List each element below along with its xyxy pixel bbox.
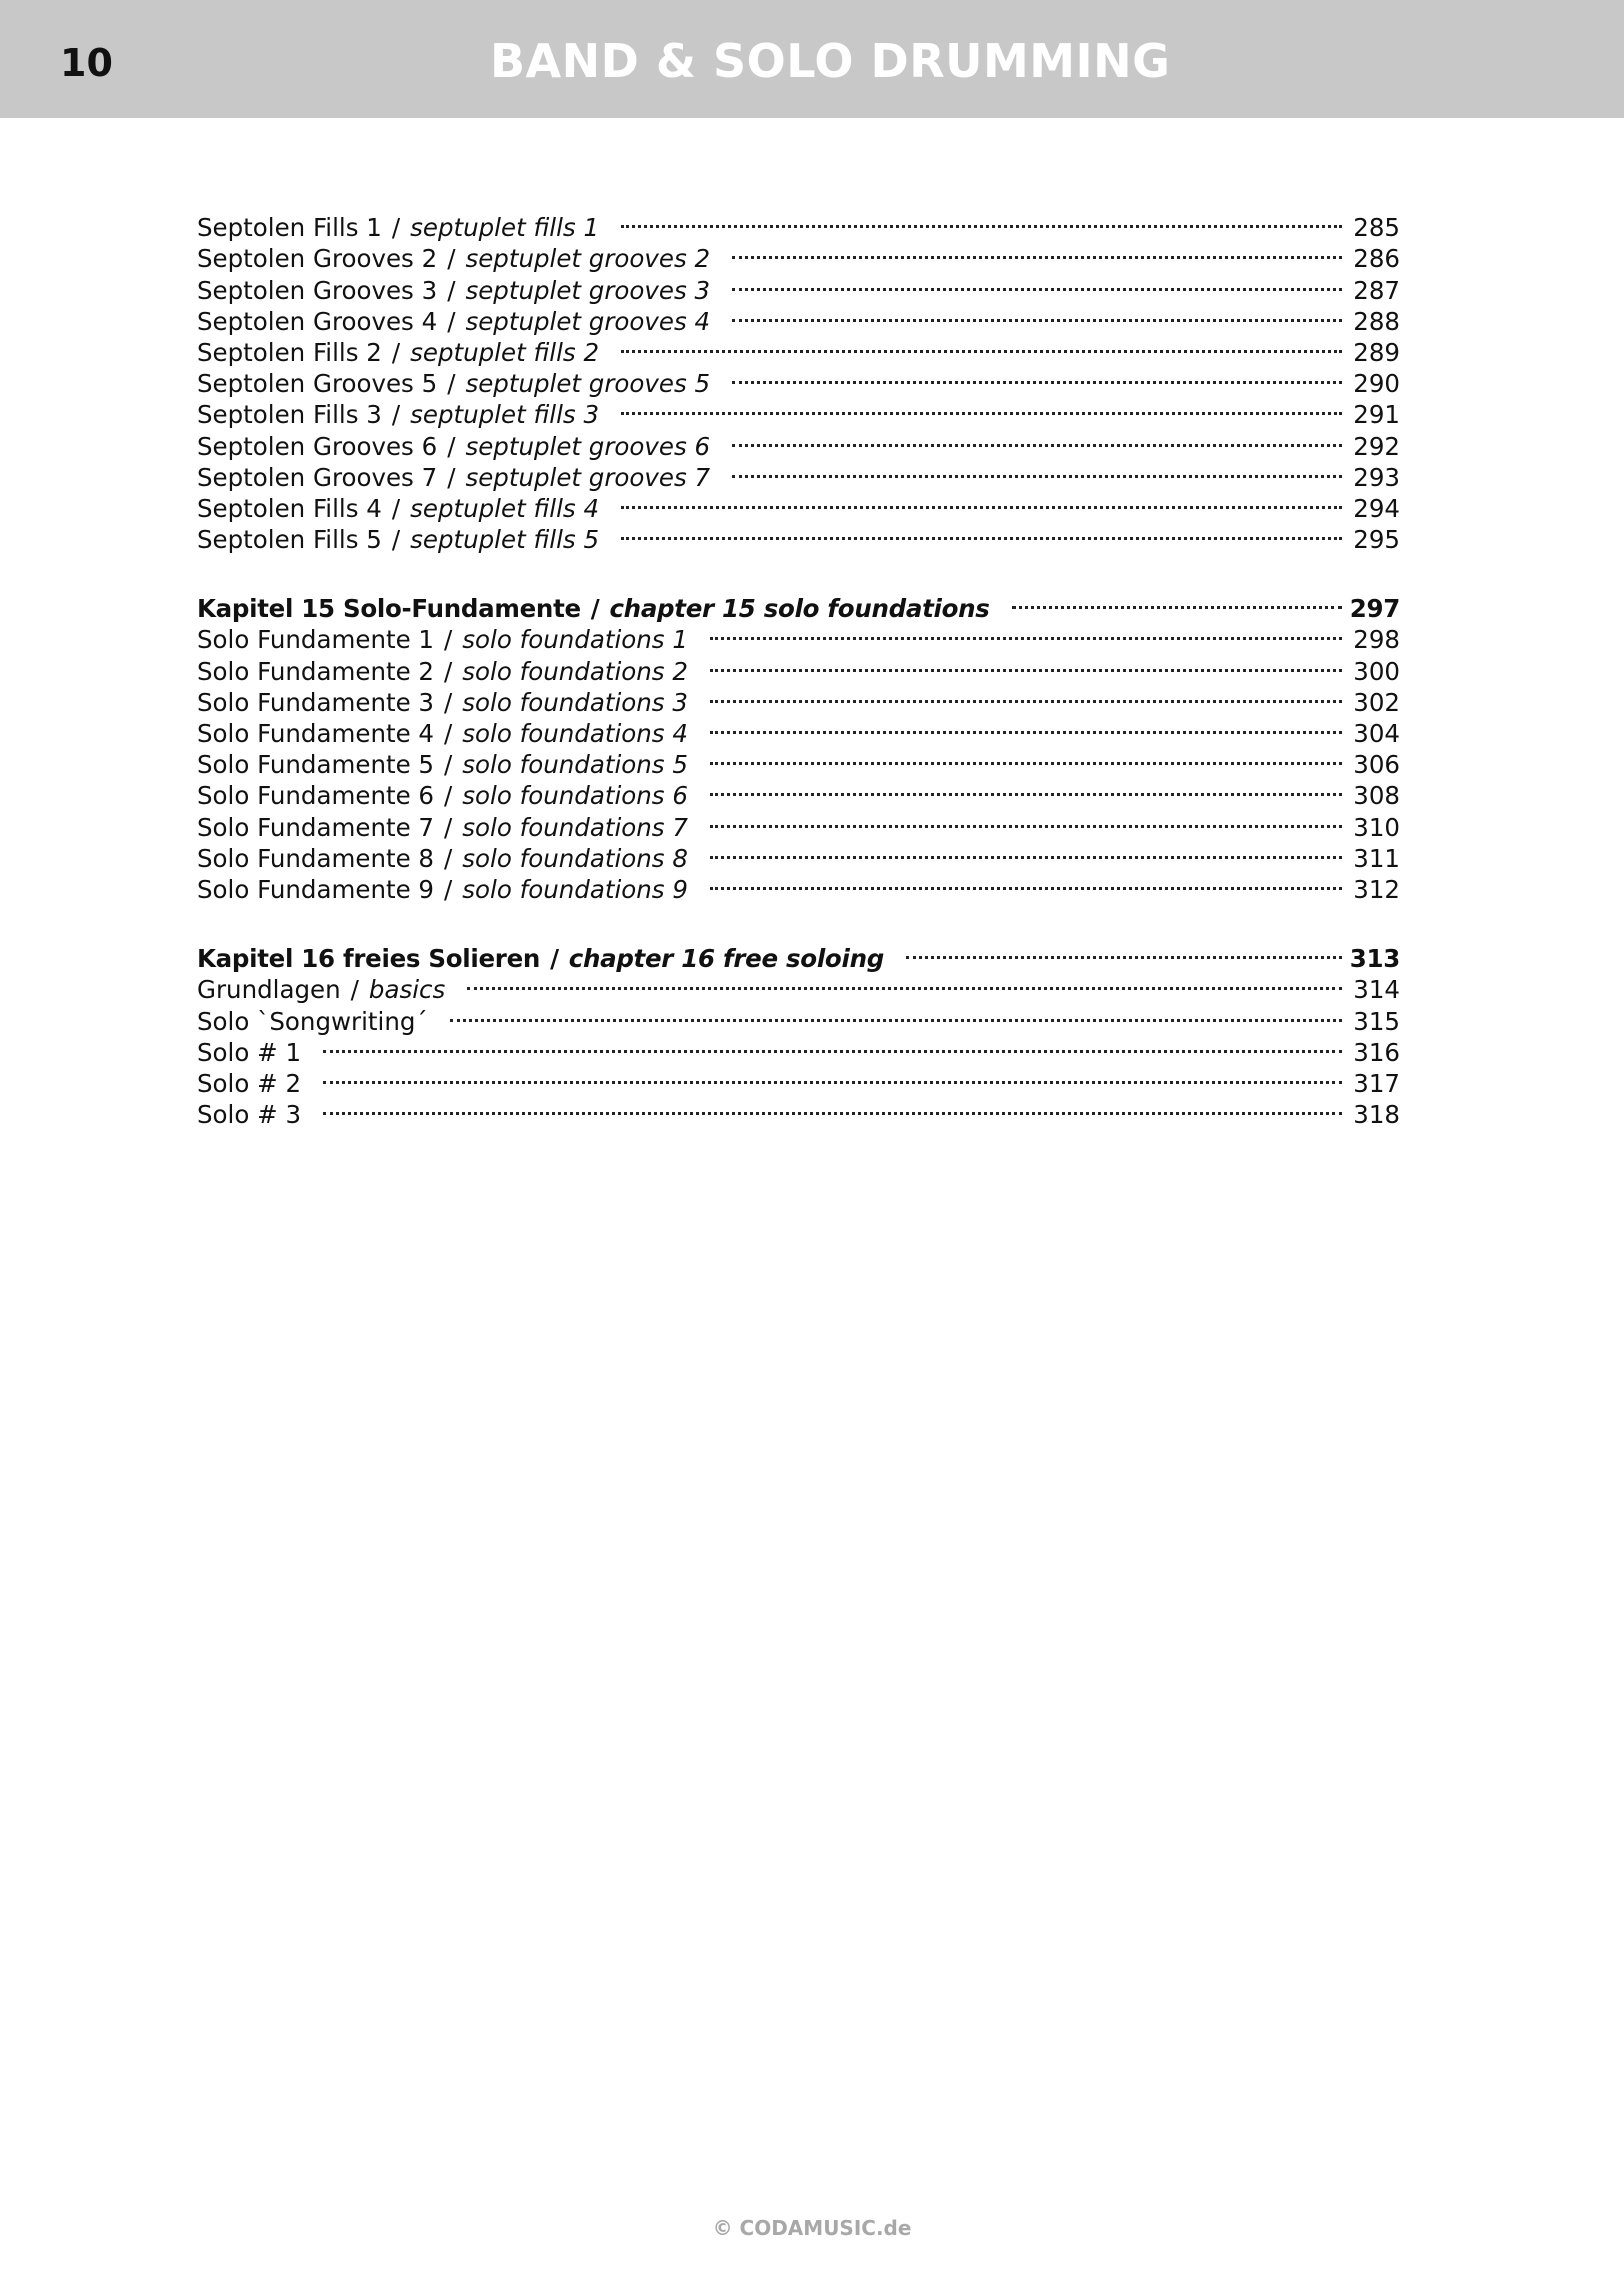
dot-leader bbox=[621, 517, 1342, 548]
dot-leader bbox=[710, 617, 1342, 648]
toc-entry-title-de: Septolen Fills 4 bbox=[197, 493, 382, 523]
book-title: BAND & SOLO DRUMMING bbox=[490, 34, 1171, 88]
toc-entry-title-en: solo foundations 4 bbox=[462, 719, 688, 748]
toc-entry-title-en: chapter 15 solo foundations bbox=[609, 594, 990, 624]
toc-entry-title-de: Solo Fundamente 8 bbox=[197, 843, 435, 873]
toc-entry-page-number: 288 bbox=[1353, 306, 1400, 336]
toc-entry-separator: / bbox=[444, 812, 453, 842]
dot-leader bbox=[732, 455, 1342, 486]
toc-entry-title-de: Septolen Grooves 4 bbox=[197, 306, 438, 336]
toc-entry-separator: / bbox=[447, 369, 456, 399]
toc-entry-page-number: 310 bbox=[1353, 812, 1400, 842]
toc-entry-page-number: 318 bbox=[1353, 1100, 1400, 1130]
toc-entry-title-en: solo foundations 2 bbox=[462, 656, 688, 686]
toc-entry-separator: / bbox=[391, 213, 401, 243]
dot-leader bbox=[710, 804, 1342, 835]
toc-entry-page-number: 312 bbox=[1353, 874, 1400, 904]
toc-entry-page-number: 290 bbox=[1353, 369, 1400, 399]
dot-leader bbox=[710, 742, 1342, 773]
toc-entry bbox=[197, 205, 1400, 243]
toc-entry-title-de: Solo # 1 bbox=[197, 1037, 302, 1067]
dot-leader bbox=[621, 486, 1342, 517]
toc-entry-title-de: Septolen Grooves 5 bbox=[197, 369, 438, 399]
dot-leader bbox=[732, 236, 1342, 267]
toc-entry-title-en: chapter 16 free soloing bbox=[568, 944, 884, 974]
toc-entry-title-en: septuplet grooves 5 bbox=[465, 369, 711, 399]
toc-entry-title-en: septuplet fills 4 bbox=[410, 493, 600, 523]
toc-entry-page-number: 292 bbox=[1353, 431, 1400, 461]
toc-entry-page-number: 304 bbox=[1353, 719, 1400, 748]
toc-entry-page-number: 316 bbox=[1353, 1037, 1400, 1067]
toc-entry-title-de: Solo Fundamente 7 bbox=[197, 812, 435, 842]
toc-entry-title-de: Solo Fundamente 9 bbox=[197, 874, 435, 904]
toc-entry-title-de: Septolen Fills 1 bbox=[197, 213, 382, 243]
toc-entry-title-de: Solo # 3 bbox=[197, 1100, 302, 1130]
page-number: 10 bbox=[60, 41, 113, 85]
table-of-contents bbox=[197, 205, 1400, 1130]
dot-leader bbox=[323, 1061, 1342, 1092]
toc-entry-separator: / bbox=[444, 750, 453, 780]
toc-entry-title-de: Septolen Grooves 2 bbox=[197, 244, 438, 274]
toc-entry-page-number: 294 bbox=[1353, 493, 1400, 523]
dot-leader bbox=[732, 299, 1342, 330]
toc-entry-page-number: 289 bbox=[1353, 337, 1400, 367]
toc-entry-page-number: 314 bbox=[1353, 975, 1400, 1005]
toc-entry bbox=[197, 1030, 1400, 1067]
toc-entry-title-en: septuplet grooves 2 bbox=[465, 244, 711, 274]
toc-entry-title-en: solo foundations 1 bbox=[462, 625, 688, 655]
toc-entry-title-de: Solo Fundamente 6 bbox=[197, 781, 435, 811]
toc-entry-title-de: Solo Fundamente 1 bbox=[197, 625, 435, 655]
toc-entry-title-de: Solo `Songwriting´ bbox=[197, 1006, 428, 1036]
toc-entry-title-en: septuplet grooves 3 bbox=[465, 275, 711, 305]
toc-entry-separator: / bbox=[447, 244, 456, 274]
toc-entry-separator: / bbox=[590, 594, 600, 624]
toc-entry-title-en: solo foundations 8 bbox=[462, 843, 688, 873]
toc-entry-title-en: septuplet fills 5 bbox=[410, 525, 600, 555]
toc-entry-separator: / bbox=[444, 656, 453, 686]
toc-entry-title-de: Septolen Fills 2 bbox=[197, 337, 382, 367]
toc-entry-page-number: 302 bbox=[1353, 687, 1400, 717]
dot-leader bbox=[732, 361, 1342, 392]
toc-entry-page-number: 291 bbox=[1353, 400, 1400, 430]
toc-entry-page-number: 317 bbox=[1353, 1068, 1400, 1098]
dot-leader bbox=[732, 423, 1342, 454]
toc-entry-title-de: Solo Fundamente 3 bbox=[197, 687, 435, 717]
toc-entry-separator: / bbox=[447, 462, 456, 492]
toc-entry-title-de: Septolen Grooves 6 bbox=[197, 431, 438, 461]
toc-entry-separator: / bbox=[391, 493, 401, 523]
dot-leader bbox=[710, 680, 1342, 711]
toc-entry-page-number: 287 bbox=[1353, 275, 1400, 305]
dot-leader bbox=[710, 836, 1342, 867]
toc-entry-page-number: 300 bbox=[1353, 656, 1400, 686]
toc-chapter-heading bbox=[197, 936, 1400, 974]
toc-entry-page-number: 311 bbox=[1353, 843, 1400, 873]
toc-entry-title-en: septuplet fills 3 bbox=[410, 400, 600, 430]
toc-entry-separator: / bbox=[447, 306, 456, 336]
toc-entry-separator: / bbox=[391, 400, 401, 430]
toc-group bbox=[197, 936, 1400, 1130]
toc-entry bbox=[197, 1092, 1400, 1130]
toc-entry-title-en: solo foundations 3 bbox=[462, 687, 688, 717]
toc-entry-title-en: septuplet grooves 4 bbox=[465, 306, 711, 336]
toc-group bbox=[197, 205, 1400, 555]
page-header bbox=[0, 0, 1624, 118]
toc-group bbox=[197, 586, 1400, 904]
toc-entry-separator: / bbox=[350, 975, 359, 1005]
toc-entry-separator: / bbox=[550, 944, 559, 974]
toc-entry-separator: / bbox=[444, 843, 453, 873]
toc-entry-separator: / bbox=[444, 625, 453, 655]
toc-entry-separator: / bbox=[447, 275, 456, 305]
toc-entry-page-number: 295 bbox=[1353, 525, 1400, 555]
toc-entry-separator: / bbox=[444, 781, 453, 811]
toc-entry-page-number: 315 bbox=[1353, 1006, 1400, 1036]
toc-entry-title-en: septuplet fills 2 bbox=[410, 337, 600, 367]
toc-entry-separator: / bbox=[444, 719, 453, 748]
dot-leader bbox=[621, 392, 1342, 423]
dot-leader bbox=[710, 648, 1342, 679]
dot-leader bbox=[621, 330, 1342, 361]
toc-entry-title-de: Kapitel 16 freies Solieren bbox=[197, 944, 541, 974]
dot-leader bbox=[710, 711, 1342, 742]
toc-entry-title-en: septuplet fills 1 bbox=[410, 213, 600, 243]
toc-entry-title-de: Septolen Fills 3 bbox=[197, 400, 382, 430]
toc-chapter-heading bbox=[197, 586, 1400, 624]
toc-entry-separator: / bbox=[391, 525, 401, 555]
dot-leader bbox=[621, 205, 1342, 236]
copyright-footer: © CODAMUSIC.de bbox=[712, 2216, 912, 2240]
toc-entry-title-de: Solo Fundamente 5 bbox=[197, 750, 435, 780]
toc-entry-title-en: solo foundations 7 bbox=[462, 812, 688, 842]
toc-entry-title-de: Septolen Grooves 3 bbox=[197, 275, 438, 305]
toc-entry-page-number: 297 bbox=[1349, 594, 1400, 624]
toc-entry-page-number: 308 bbox=[1353, 781, 1400, 811]
dot-leader bbox=[1012, 586, 1342, 617]
toc-entry-page-number: 293 bbox=[1353, 462, 1400, 492]
dot-leader bbox=[710, 773, 1342, 804]
toc-entry-title-de: Solo # 2 bbox=[197, 1068, 302, 1098]
toc-entry-title-en: basics bbox=[368, 975, 446, 1005]
toc-entry-separator: / bbox=[444, 874, 453, 904]
toc-entry-title-en: solo foundations 6 bbox=[462, 781, 688, 811]
toc-entry-title-de: Septolen Fills 5 bbox=[197, 525, 382, 555]
toc-entry-title-en: solo foundations 9 bbox=[462, 874, 688, 904]
toc-entry-page-number: 298 bbox=[1353, 625, 1400, 655]
toc-entry-page-number: 286 bbox=[1353, 244, 1400, 274]
toc-entry-page-number: 306 bbox=[1353, 750, 1400, 780]
toc-entry-separator: / bbox=[447, 431, 456, 461]
toc-entry-title-de: Solo Fundamente 4 bbox=[197, 719, 435, 748]
toc-entry-title-en: septuplet grooves 7 bbox=[465, 462, 711, 492]
dot-leader bbox=[323, 1092, 1342, 1123]
dot-leader bbox=[732, 267, 1342, 298]
dot-leader bbox=[450, 998, 1342, 1029]
toc-entry-page-number: 313 bbox=[1349, 944, 1400, 974]
dot-leader bbox=[906, 936, 1342, 967]
toc-entry-separator: / bbox=[444, 687, 453, 717]
toc-entry-title-en: septuplet grooves 6 bbox=[465, 431, 711, 461]
toc-entry-title-de: Kapitel 15 Solo-Fundamente bbox=[197, 594, 581, 624]
dot-leader bbox=[467, 967, 1342, 998]
toc-entry-page-number: 285 bbox=[1353, 213, 1400, 243]
toc-entry-title-de: Grundlagen bbox=[197, 975, 341, 1005]
toc-entry-title-de: Solo Fundamente 2 bbox=[197, 656, 435, 686]
dot-leader bbox=[710, 867, 1342, 898]
toc-entry bbox=[197, 1061, 1400, 1098]
dot-leader bbox=[323, 1030, 1342, 1061]
toc-entry-title-de: Septolen Grooves 7 bbox=[197, 462, 438, 492]
toc-entry-separator: / bbox=[391, 337, 401, 367]
toc-entry-title-en: solo foundations 5 bbox=[462, 750, 688, 780]
